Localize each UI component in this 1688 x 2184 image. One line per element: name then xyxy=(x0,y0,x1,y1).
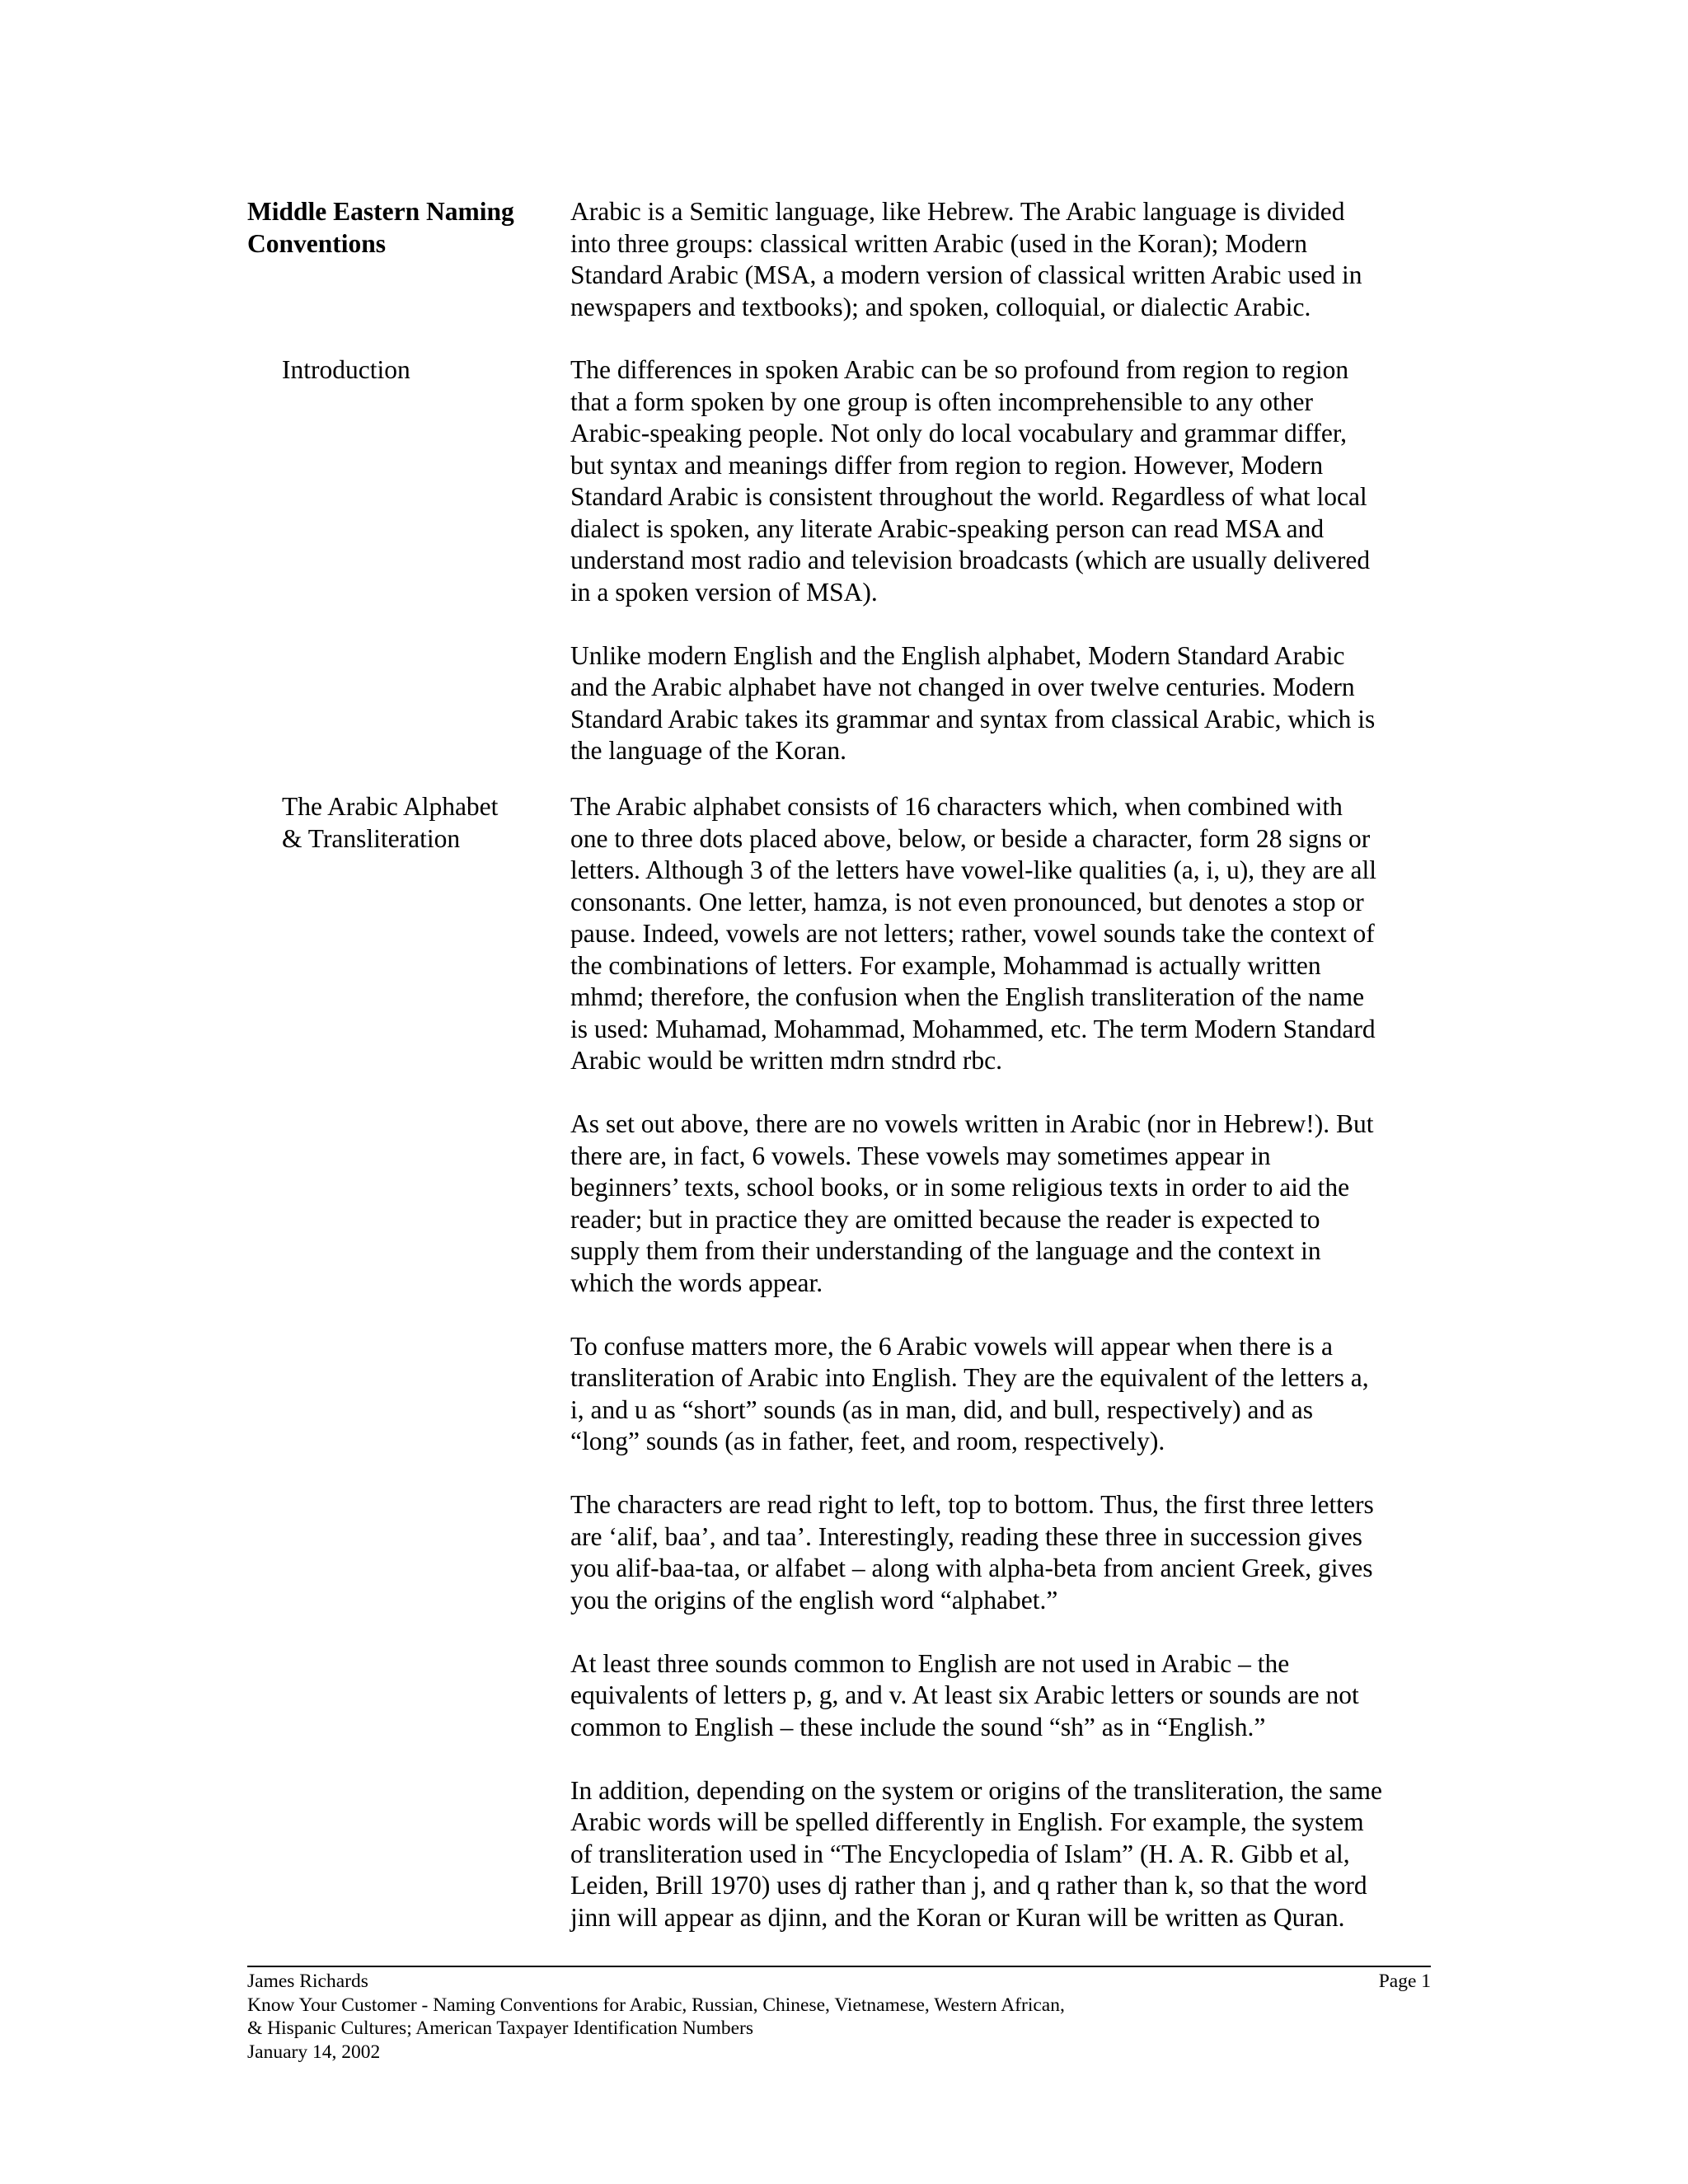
footer-divider xyxy=(247,1966,1431,1967)
subsection-label-line-1: The Arabic Alphabet xyxy=(282,792,499,821)
section-body xyxy=(570,196,1444,323)
paragraph: The Arabic alphabet consists of 16 characters which, when combined with one to three dots placed above, below, or beside a character, form 28 signs or letters. Although 3 of the letters have vowel-like qualities (a, i, u), they are all consonants. One letter, hamza, is not even pronounced, but denotes a stop or pause. Indeed, vowels are not letters; rather, vowel sounds take the context of the combinations of letters. For example, Mohammad is actually written mhmd; therefore, the confusion when the English transliteration of the name is used: Muhamad, Mohammad, Mohammed, etc. The term Modern Standard Arabic would be written mdrn stndrd rbc. xyxy=(570,792,1376,1075)
subsection-label-arabic-alphabet xyxy=(282,791,562,855)
footer-title-line-1: Know Your Customer - Naming Conventions for Arabic, Russian, Chinese, Vietnamese, Western African, xyxy=(247,1994,1065,2016)
footer-title-line-2: & Hispanic Cultures; American Taxpayer Identification Numbers xyxy=(247,2018,753,2039)
paragraph: To confuse matters more, the 6 Arabic vowels will appear when there is a transliteration of Arabic into English. They are the equivalent of the letters a, i, and u as “short” sounds (as in man, did, and bull, respectively) and as “long” sounds (as in father, feet, and room, respectively). xyxy=(570,1331,1369,1455)
section-body xyxy=(570,354,1444,767)
section-heading-line-2: Conventions xyxy=(247,228,387,258)
footer-author: James Richards xyxy=(247,1971,368,1992)
paragraph: Unlike modern English and the English alphabet, Modern Standard Arabic and the Arabic alphabet have not changed in over twelve centuries. Modern Standard Arabic takes its grammar and syntax from classical Arabic, which is the language of the Koran. xyxy=(570,640,1376,765)
subsection-label-line-2: & Transliteration xyxy=(282,823,461,853)
section-heading-line-1: Middle Eastern Naming xyxy=(247,197,514,226)
subsection-label-line-1: Introduction xyxy=(282,355,410,384)
paragraph: The differences in spoken Arabic can be so profound from region to region that a form spoken by one group is often incomprehensible to any other Arabic-speaking people. Not only do local vocabulary and grammar differ, but syntax and meanings differ from region to region. However, Modern Standard Arabic is consistent throughout the world. Regardless of what local dialect is spoken, any literate Arabic-speaking person can read MSA and understand most radio and television broadcasts (which are usually delivered in a spoken version of MSA). xyxy=(570,355,1371,607)
page-footer xyxy=(247,1970,1431,2064)
paragraph: In addition, depending on the system or origins of the transliteration, the same Arabic words will be spelled differently in English. For example, the system of transliteration used in “The Encyclopedia of Islam” (H. A. R. Gibb et al, Leiden, Brill 1970) uses dj rather than j, and q rather than k, so that the word jinn will appear as djinn, and the Koran or Kuran will be written as Quran. xyxy=(570,1775,1383,1932)
paragraph: As set out above, there are no vowels written in Arabic (nor in Hebrew!). But there are, in fact, 6 vowels. These vowels may sometimes appear in beginners’ texts, school books, or in some religious texts in order to aid the reader; but in practice they are omitted because the reader is expected to supply them from their understanding of the language and the context in which the words appear. xyxy=(570,1109,1374,1297)
section-heading xyxy=(247,196,560,260)
paragraph: Arabic is a Semitic language, like Hebrew. The Arabic language is divided into three groups: classical written Arabic (used in the Koran); Modern Standard Arabic (MSA, a modern version of classical written Arabic used in newspapers and textbooks); and spoken, colloquial, or dialectic Arabic. xyxy=(570,197,1362,321)
subsection-label-introduction xyxy=(282,354,562,387)
section-body xyxy=(570,791,1444,1933)
paragraph: The characters are read right to left, top to bottom. Thus, the first three letters are ‘alif, baa’, and taa’. Interestingly, reading these three in succession gives you alif-baa-taa, or alfabet – along with alpha-beta from ancient Greek, gives you the origins of the english word “alphabet.” xyxy=(570,1490,1374,1615)
footer-page-number: Page 1 xyxy=(1378,1971,1431,1992)
paragraph: At least three sounds common to English are not used in Arabic – the equivalents of letters p, g, and v. At least six Arabic letters or sounds are not common to English – these include the sound “sh” as in “English.” xyxy=(570,1648,1359,1741)
footer-date: January 14, 2002 xyxy=(247,2041,381,2063)
